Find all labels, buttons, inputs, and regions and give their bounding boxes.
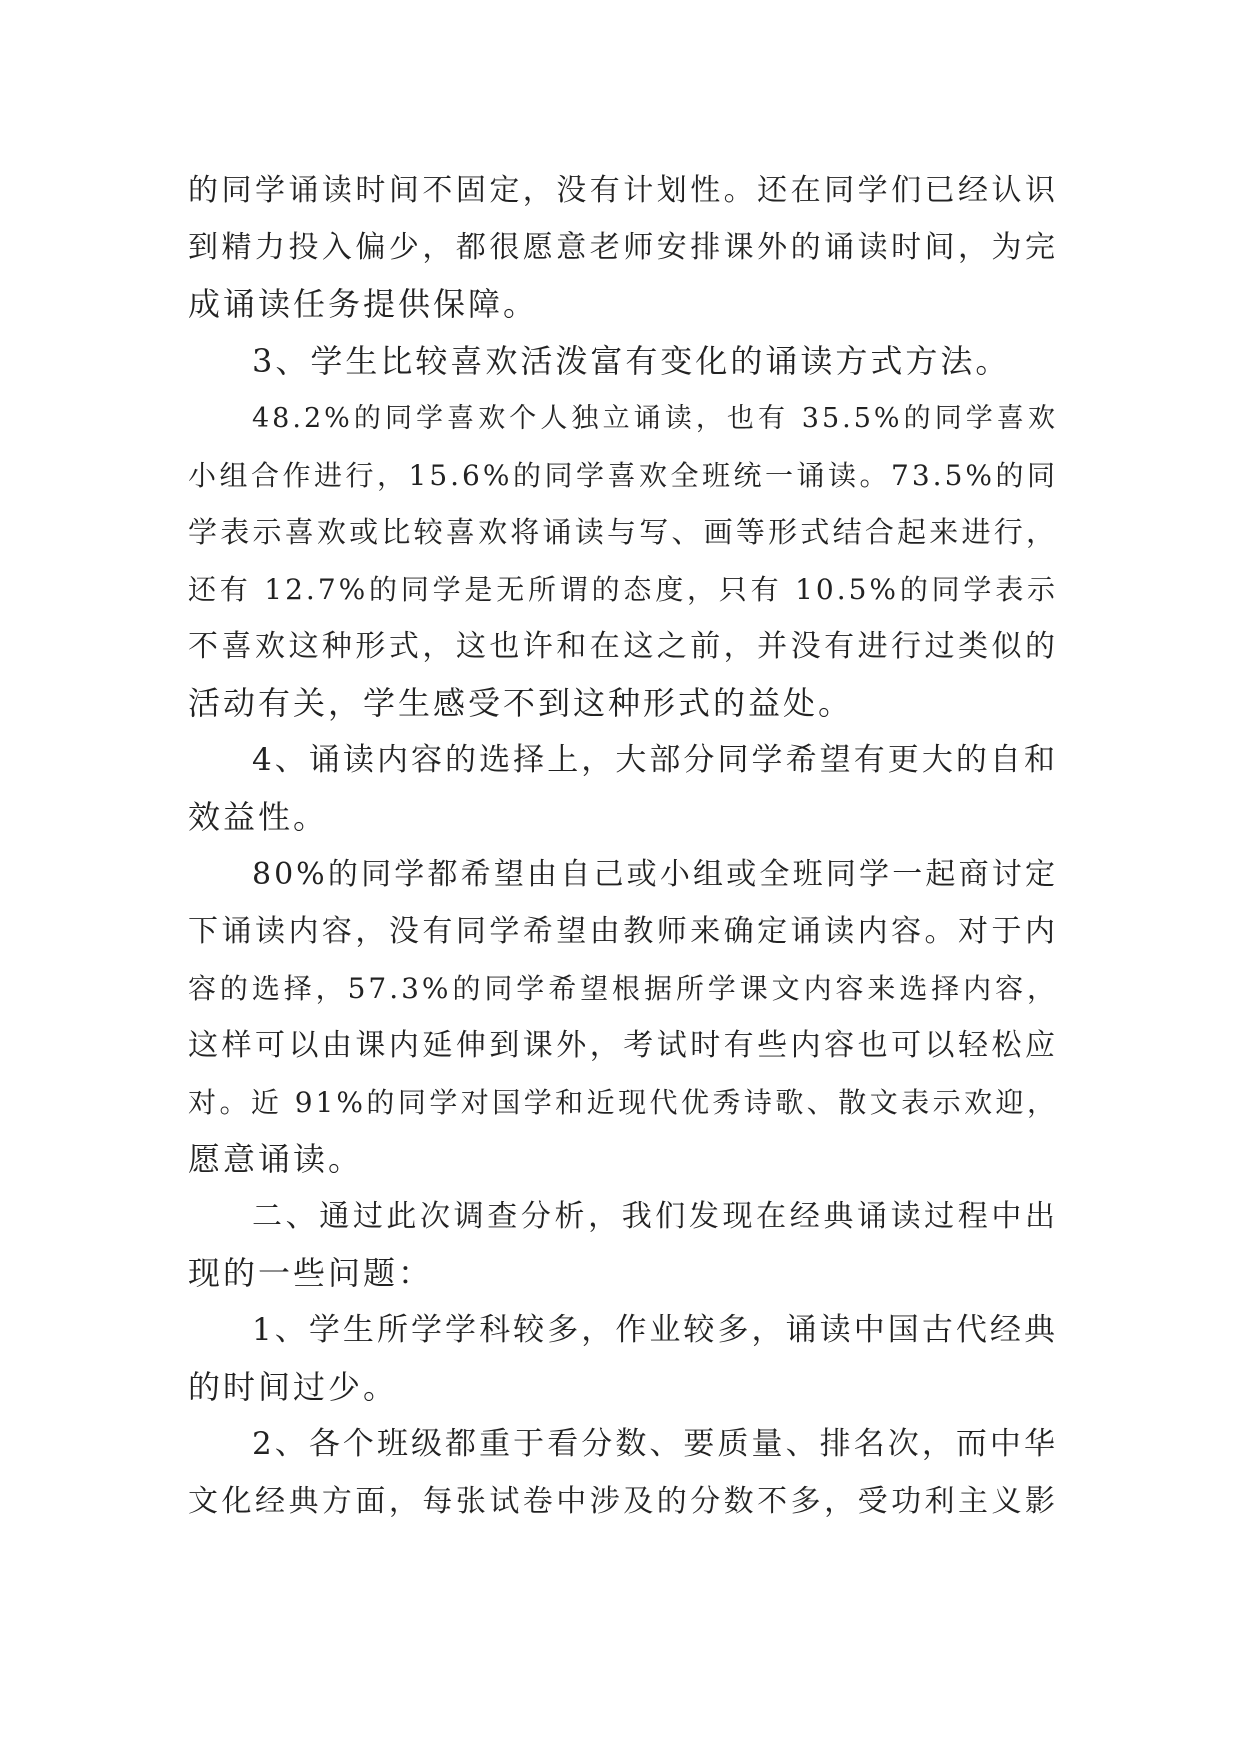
text-line: 对。近 91%的同学对国学和近现代优秀诗歌、散文表示欢迎，: [188, 1086, 1058, 1119]
text-line: 效益性。: [188, 798, 329, 836]
text-line: 不喜欢这种形式，这也许和在这之前，并没有进行过类似的: [188, 629, 1058, 664]
problem-item-1: 1、学生所学学科较多，作业较多，诵读中国古代经典: [252, 1312, 1058, 1348]
text-line: 还有 12.7%的同学是无所谓的态度，只有 10.5%的同学表示: [188, 573, 1058, 606]
text-line: 文化经典方面，每张试卷中涉及的分数不多，受功利主义影: [188, 1484, 1058, 1519]
text-line: 的同学诵读时间不固定，没有计划性。还在同学们已经认识: [188, 173, 1058, 208]
text-line: 80%的同学都希望由自己或小组或全班同学一起商讨定: [252, 857, 1058, 892]
text-line: 成诵读任务提供保障。: [188, 285, 539, 323]
text-line: 48.2%的同学喜欢个人独立诵读，也有 35.5%的同学喜欢: [252, 403, 1058, 434]
text-line: 到精力投入偏少，都很愿意老师安排课外的诵读时间，为完: [188, 230, 1058, 265]
text-line: 容的选择，57.3%的同学希望根据所学课文内容来选择内容，: [188, 972, 1058, 1005]
section-heading-3: 3、学生比较喜欢活泼富有变化的诵读方式方法。: [252, 342, 1011, 380]
text-line: 这样可以由课内延伸到课外，考试时有些内容也可以轻松应: [188, 1028, 1058, 1063]
text-line: 现的一些问题：: [188, 1254, 434, 1292]
text-line: 活动有关，学生感受不到这种形式的益处。: [188, 684, 854, 722]
text-line: 小组合作进行，15.6%的同学喜欢全班统一诵读。73.5%的同: [188, 459, 1058, 492]
text-line: 下诵读内容，没有同学希望由教师来确定诵读内容。对于内: [188, 914, 1058, 949]
body-text: [188, 162, 1058, 1530]
text-line: 愿意诵读。: [188, 1140, 364, 1178]
section-heading-two: 二、通过此次调查分析，我们发现在经典诵读过程中出: [252, 1199, 1058, 1234]
text-line: 的时间过少。: [188, 1368, 399, 1406]
section-heading-4: 4、诵读内容的选择上，大部分同学希望有更大的自和: [252, 742, 1058, 778]
text-line: 学表示喜欢或比较喜欢将诵读与写、画等形式结合起来进行，: [188, 515, 1058, 549]
problem-item-2: 2、各个班级都重于看分数、要质量、排名次，而中华: [252, 1426, 1058, 1462]
